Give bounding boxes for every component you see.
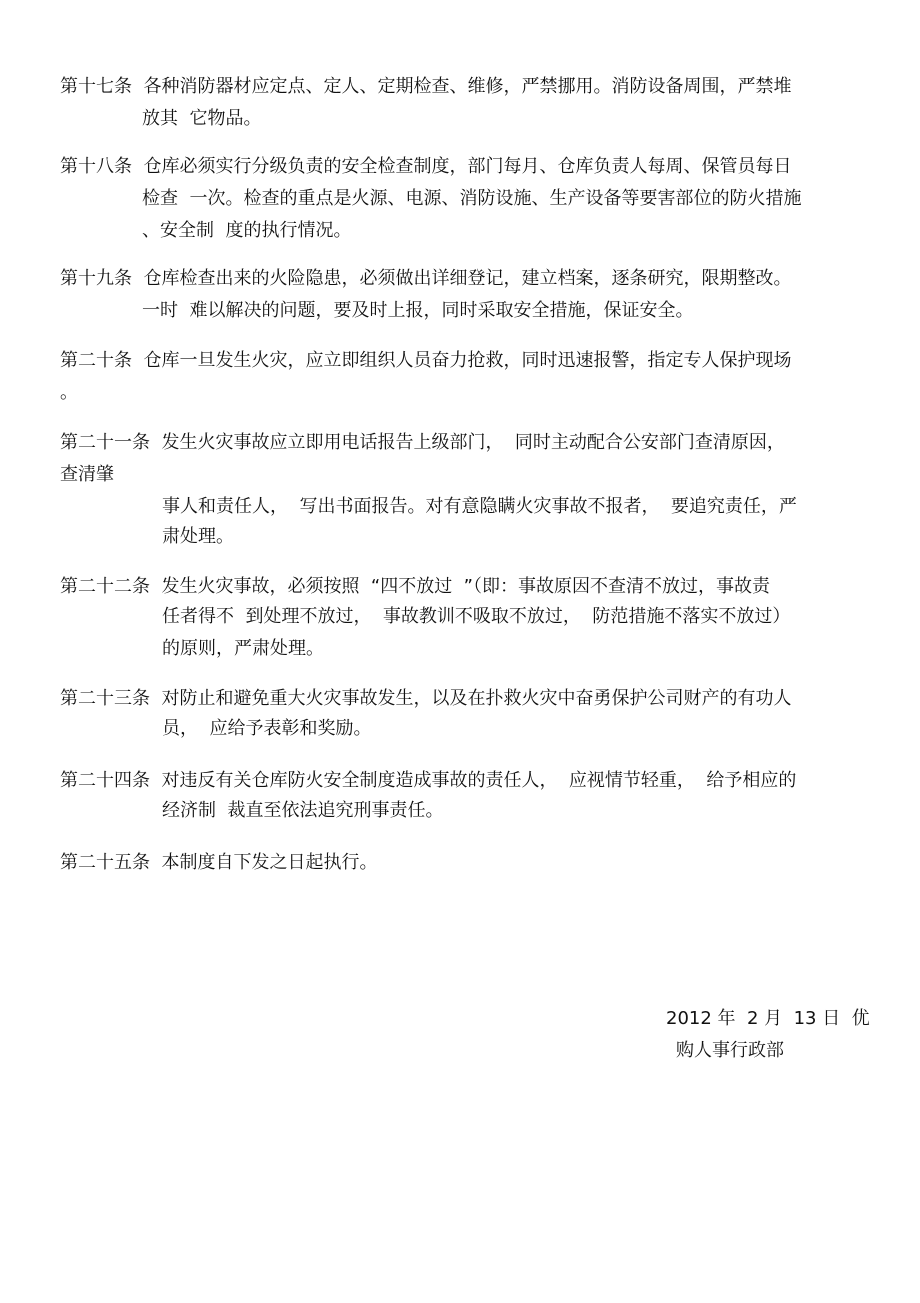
article-22-line-3: 的原则，严肃处理。 — [162, 638, 324, 659]
article-20-line-2: 。 — [60, 382, 78, 403]
article-22-line-1: 第二十二条 发生火灾事故，必须按照 “四不放过 ”（即：事故原因不查清不放过，事故责 — [60, 576, 770, 597]
article-19-line-2: 一时 难以解决的问题，要及时上报，同时采取安全措施，保证安全。 — [142, 300, 694, 321]
signature-org: 购人事行政部 — [676, 1040, 784, 1061]
article-21-line-1: 第二十一条 发生火灾事故应立即用电话报告上级部门， 同时主动配合公安部门查清原因， — [60, 432, 785, 453]
article-23-line-1: 第二十三条 对防止和避免重大火灾事故发生，以及在扑救火灾中奋勇保护公司财产的有功人 — [60, 688, 792, 709]
article-22-line-2: 任者得不 到处理不放过， 事故教训不吸取不放过， 防范措施不落实不放过） — [162, 606, 791, 627]
article-21-line-2: 查清肇 — [60, 464, 114, 485]
article-21-line-4: 肃处理。 — [162, 526, 234, 547]
article-18-line-1: 第十八条 仓库必须实行分级负责的安全检查制度，部门每月、仓库负责人每周、保管员每日 — [60, 156, 792, 177]
article-18-line-3: 、安全制 度的执行情况。 — [142, 220, 352, 241]
article-23-line-2: 员， 应给予表彰和奖励。 — [162, 718, 372, 739]
signature-date: 2012 年 2 月 13 日 优 — [666, 1008, 870, 1029]
article-24-line-1: 第二十四条 对违反有关仓库防火安全制度造成事故的责任人， 应视情节轻重， 给予相应的 — [60, 770, 797, 791]
article-20-line-1: 第二十条 仓库一旦发生火灾，应立即组织人员奋力抢救，同时迅速报警，指定专人保护现场 — [60, 350, 792, 371]
article-21-line-3: 事人和责任人， 写出书面报告。对有意隐瞒火灾事故不报者， 要追究责任，严 — [162, 496, 797, 517]
article-24-line-2: 经济制 裁直至依法追究刑事责任。 — [162, 800, 444, 821]
article-18-line-2: 检查 一次。检查的重点是火源、电源、消防设施、生产设备等要害部位的防火措施 — [142, 188, 802, 209]
article-19-line-1: 第十九条 仓库检查出来的火险隐患，必须做出详细登记，建立档案，逐条研究，限期整改。 — [60, 268, 792, 289]
article-17-line-1: 第十七条 各种消防器材应定点、定人、定期检查、维修，严禁挪用。消防设备周围，严禁堆 — [60, 76, 792, 97]
article-25-line-1: 第二十五条 本制度自下发之日起执行。 — [60, 852, 378, 873]
article-17-line-2: 放其 它物品。 — [142, 108, 262, 129]
